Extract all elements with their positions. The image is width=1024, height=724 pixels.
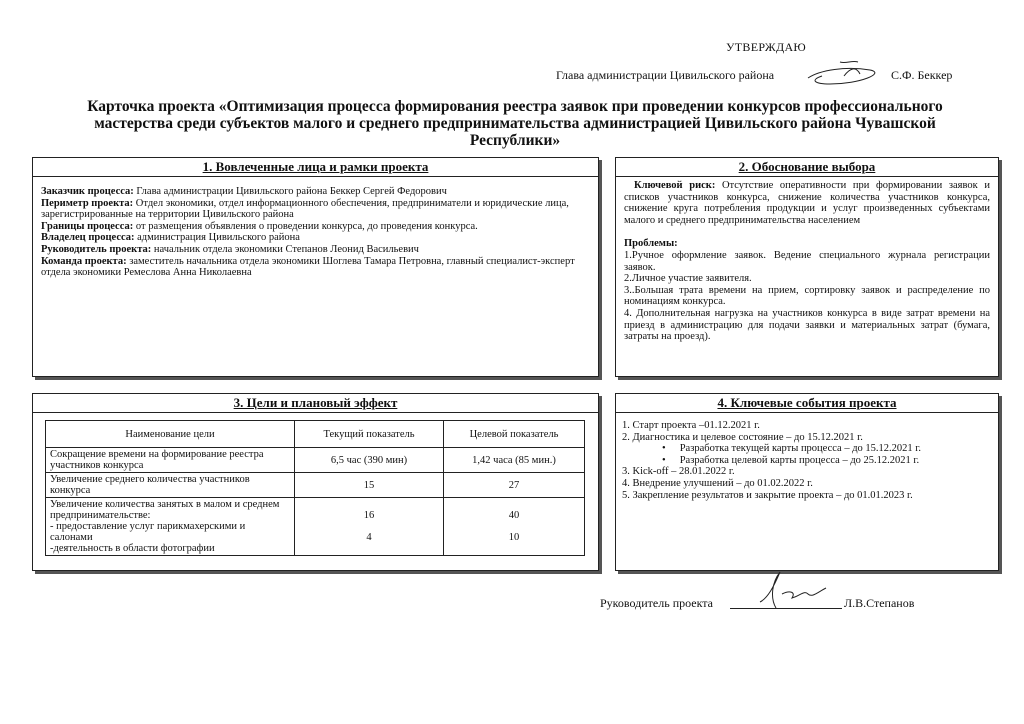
table-row xyxy=(46,473,585,498)
section-goals xyxy=(32,393,599,571)
table-row xyxy=(46,448,585,473)
title-divider xyxy=(33,176,598,177)
footer-label: Руководитель проекта xyxy=(600,596,713,610)
bullet-icon: • xyxy=(662,454,666,466)
current-value: 6,5 час (390 мин) xyxy=(295,448,444,473)
event-item: 1. Старт проекта –01.12.2021 г. xyxy=(622,420,760,431)
column-header: Целевой показатель xyxy=(444,421,585,448)
manager-signature-icon xyxy=(746,568,836,612)
manager-line: Руководитель проекта: начальник отдела экономики Степанов Леонид Васильевич xyxy=(41,243,419,255)
section-events-title: 4. Ключевые события проекта xyxy=(717,395,897,410)
column-header: Наименование цели xyxy=(46,421,295,448)
target-value: 40 10 xyxy=(444,498,585,556)
section-stakeholders xyxy=(32,157,599,377)
problem-item: 1.Ручное оформление заявок. Ведение специального журнала регистрации заявок. xyxy=(624,249,990,273)
goal-name: Увеличение среднего количества участников конкурса xyxy=(46,473,295,498)
team-line: Команда проекта: заместитель начальника отдела экономики Шоглева Тамара Петровна, главный специалист-эксперт отдела экономики Ремеслова Анна Николаевна xyxy=(41,255,575,279)
approval-position: Глава администрации Цивильского района xyxy=(556,68,775,82)
events-list xyxy=(622,420,992,501)
stakeholders-content xyxy=(41,186,589,279)
target-value: 1,42 часа (85 мин.) xyxy=(444,448,585,473)
goals-table xyxy=(45,420,585,556)
approval-name: С.Ф. Беккер xyxy=(891,68,953,82)
boundaries-line: Границы процесса: от размещения объявления о проведении конкурса, до проведения конкурса. xyxy=(41,220,478,232)
event-item: 3. Kick-off – 28.01.2022 г. xyxy=(622,466,735,478)
section-events xyxy=(615,393,999,571)
event-item: 4. Внедрение улучшений – до 01.02.2022 г. xyxy=(622,477,813,489)
problem-item: 3..Большая трата времени на прием, сортировку заявок и распределение по номинациям конкурса. xyxy=(624,284,990,308)
approval-signature-icon xyxy=(800,56,890,90)
rationale-content xyxy=(624,180,990,343)
section-stakeholders-title: 1. Вовлеченные лица и рамки проекта xyxy=(202,159,429,174)
goal-name: Сокращение времени на формирование реестра участников конкурса xyxy=(46,448,295,473)
problem-item: 4. Дополнительная нагрузка на участников конкурса в виде затрат времени на приезд в администрацию для подачи заявки и материальных затрат (бумага, затраты на проезд). xyxy=(624,307,990,343)
section-rationale xyxy=(615,157,999,377)
owner-line: Владелец процесса: администрация Цивильского района xyxy=(41,232,300,244)
section-rationale-title: 2. Обоснование выбора xyxy=(738,159,876,174)
title-divider xyxy=(616,176,998,177)
document-title: Карточка проекта «Оптимизация процесса формирования реестра заявок при проведении конкурсов профессионального мастерства среди субъектов малого и среднего предпринимательства администрацией Цивильского района Чувашской Республики» xyxy=(87,98,943,149)
goal-name: Увеличение количества занятых в малом и среднем предпринимательстве: - предоставление услуг парикмахерскими и салонами -деятельность в области фотографии xyxy=(46,498,295,556)
column-header: Текущий показатель xyxy=(295,421,444,448)
current-value: 16 4 xyxy=(295,498,444,556)
problems-label: Проблемы: xyxy=(624,238,678,250)
approval-title: УТВЕРЖДАЮ xyxy=(726,40,807,54)
bullet-icon: • xyxy=(662,443,666,455)
event-subitem: • Разработка целевой карты процесса – до 25.12.2021 г. xyxy=(662,454,920,466)
current-value: 15 xyxy=(295,473,444,498)
key-risk: Ключевой риск: Отсутствие оперативности при формировании заявок и списков участников конкурса, снижение количества участников конкурса, снижение круга потребления продукции и услуг произведенных субъектами малого и среднего предпринимательства населением xyxy=(624,180,990,226)
section-goals-title: 3. Цели и плановый эффект xyxy=(233,395,398,410)
event-item: 2. Диагностика и целевое состояние – до 15.12.2021 г. xyxy=(622,431,863,443)
title-divider xyxy=(616,412,998,413)
table-header-row xyxy=(46,421,585,448)
footer-name: Л.В.Степанов xyxy=(844,596,915,610)
table-row xyxy=(46,498,585,556)
perimeter-line: Периметр проекта: Отдел экономики, отдел информационного обеспечения, предприниматели и юридические лица, зарегистрированные на территории Цивильского района xyxy=(41,197,569,221)
event-subitem: • Разработка текущей карты процесса – до 15.12.2021 г. xyxy=(662,443,922,455)
title-divider xyxy=(33,412,598,413)
target-value: 27 xyxy=(444,473,585,498)
problem-item: 2.Личное участие заявителя. xyxy=(624,273,752,285)
event-item: 5. Закрепление результатов и закрытие проекта – до 01.01.2023 г. xyxy=(622,489,913,501)
customer-line: Заказчик процесса: Глава администрации Цивильского района Беккер Сергей Федорович xyxy=(41,186,447,197)
